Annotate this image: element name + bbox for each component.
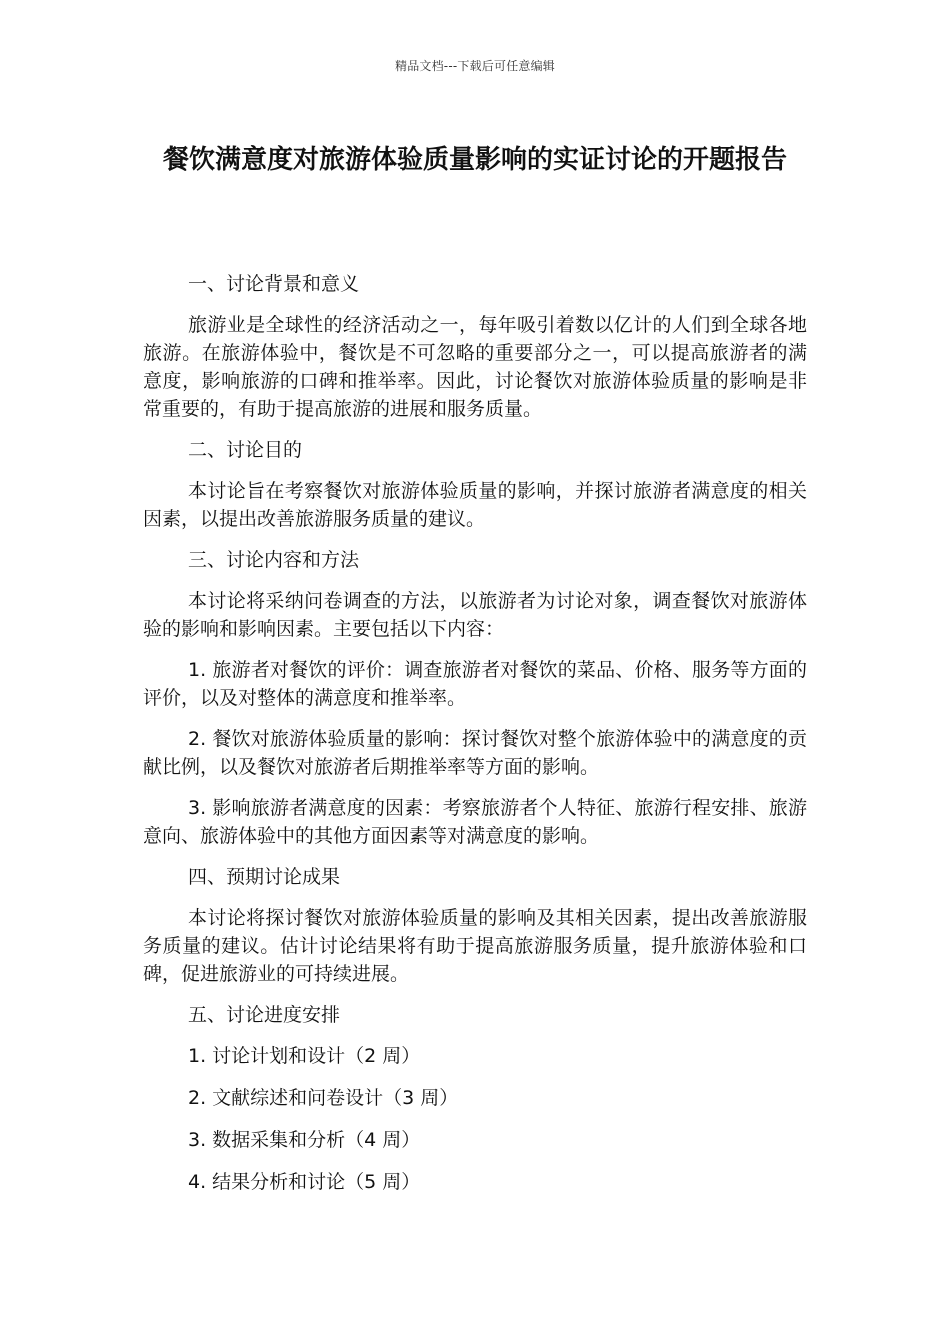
content-method-paragraph: 本讨论将采纳问卷调查的方法，以旅游者为讨论对象，调查餐饮对旅游体验的影响和影响因素。主要包括以下内容：: [143, 590, 807, 640]
document-body: [143, 270, 807, 1210]
content-item-3: 3. 影响旅游者满意度的因素：考察旅游者个人特征、旅游行程安排、旅游意向、旅游体验中的其他方面因素等对满意度的影响。: [143, 797, 807, 847]
section-heading-schedule: 五、讨论进度安排: [188, 1004, 341, 1026]
content-item-2: 2. 餐饮对旅游体验质量的影响：探讨餐饮对整个旅游体验中的满意度的贡献比例，以及餐饮对旅游者后期推举率等方面的影响。: [143, 728, 807, 778]
schedule-item-2: 2. 文献综述和问卷设计（3 周）: [188, 1087, 459, 1109]
section-heading-content-method: 三、讨论内容和方法: [188, 549, 360, 571]
content-item-1: 1. 旅游者对餐饮的评价：调查旅游者对餐饮的菜品、价格、服务等方面的评价，以及对整体的满意度和推举率。: [143, 659, 807, 709]
expected-results-paragraph: 本讨论将探讨餐饮对旅游体验质量的影响及其相关因素，提出改善旅游服务质量的建议。估计讨论结果将有助于提高旅游服务质量，提升旅游体验和口碑，促进旅游业的可持续进展。: [143, 907, 807, 985]
background-paragraph: 旅游业是全球性的经济活动之一，每年吸引着数以亿计的人们到全球各地旅游。在旅游体验中，餐饮是不可忽略的重要部分之一，可以提高旅游者的满意度，影响旅游的口碑和推举率。因此，讨论餐饮对旅游体验质量的影响是非常重要的，有助于提高旅游的进展和服务质量。: [143, 314, 807, 420]
header-note: 精品文档---下载后可任意编辑: [395, 59, 555, 73]
section-heading-expected-results: 四、预期讨论成果: [188, 866, 341, 888]
schedule-item-4: 4. 结果分析和讨论（5 周）: [188, 1171, 421, 1193]
schedule-item-1: 1. 讨论计划和设计（2 周）: [188, 1045, 421, 1067]
document-title: 餐饮满意度对旅游体验质量影响的实证讨论的开题报告: [162, 145, 787, 175]
section-heading-purpose: 二、讨论目的: [188, 439, 303, 461]
purpose-paragraph: 本讨论旨在考察餐饮对旅游体验质量的影响，并探讨旅游者满意度的相关因素，以提出改善旅游服务质量的建议。: [143, 480, 807, 530]
section-heading-background: 一、讨论背景和意义: [188, 273, 360, 295]
schedule-item-3: 3. 数据采集和分析（4 周）: [188, 1129, 421, 1151]
